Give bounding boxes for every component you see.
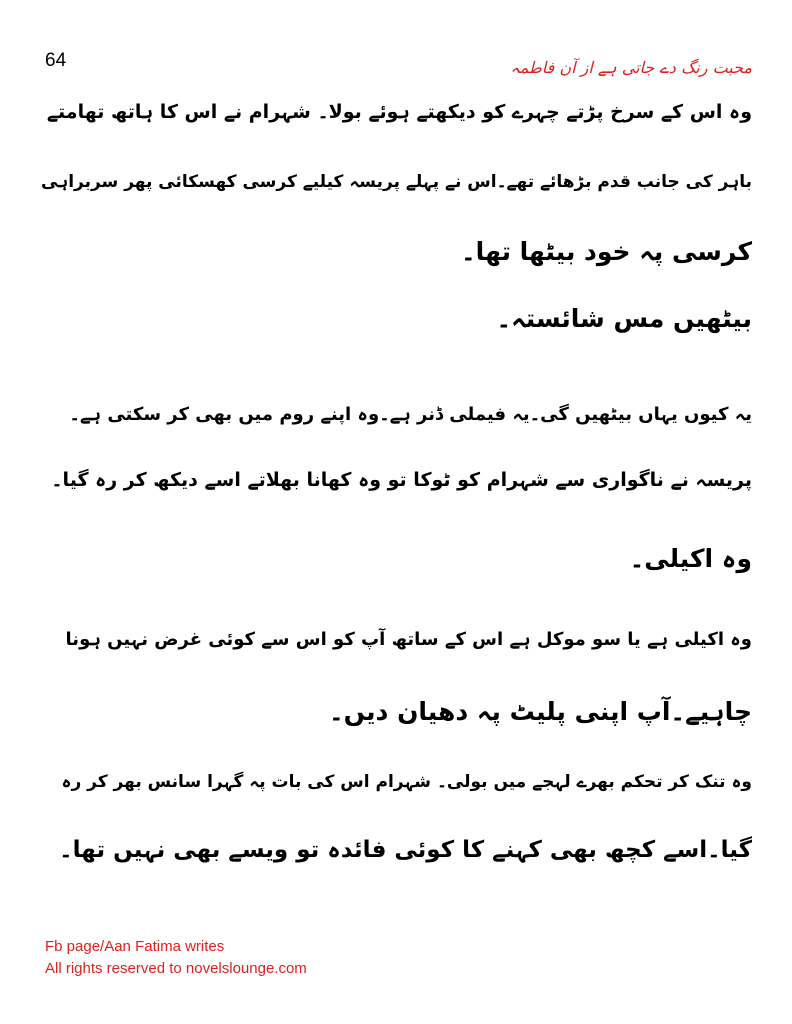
text-line: وہ اس کے سرخ پڑتے چہرے کو دیکھتے ہوئے بولا۔ شہرام نے اس کا ہاتھ تھامتے [46,101,752,123]
text-line: کرسی پہ خود بیٹھا تھا۔ [461,237,752,266]
text-line: وہ اکیلی۔ [629,544,752,573]
text-line: یہ کیوں یہاں بیٹھیں گی۔یہ فیملی ڈنر ہے۔وہ اپنے روم میں بھی کر سکتی ہے۔ [69,404,752,425]
text-line: بیٹھیں مس شائستہ۔ [496,304,752,333]
text-line: چاہیے۔آپ اپنی پلیٹ پہ دھیان دیں۔ [329,697,752,726]
text-line: وہ تنک کر تحکم بھرے لہجے میں بولی۔ شہرام اس کی بات پہ گہرا سانس بھر کر رہ [61,772,752,792]
text-line: گیا۔اسے کچھ بھی کہنے کا کوئی فائدہ تو ویسے بھی نہیں تھا۔ [59,837,752,863]
page-number: 64 [45,50,67,71]
text-line: باہر کی جانب قدم بڑھائے تھے۔اس نے پہلے پریسہ کیلیے کرسی کھسکائی پھر سربراہی [41,172,752,192]
footer-credit: Fb page/Aan Fatima writes [45,938,225,955]
book-header: محبت رنگ دے جاتی ہے از آن فاطمہ [510,58,752,77]
text-line: پریسہ نے ناگواری سے شہرام کو ٹوکا تو وہ کھانا بھلاتے اسے دیکھ کر رہ گیا۔ [51,469,752,491]
text-line: وہ اکیلی ہے یا سو موکل ہے اس کے ساتھ آپ کو اس سے کوئی غرض نہیں ہونا [65,629,752,650]
footer-copyright: All rights reserved to novelslounge.com [45,960,307,977]
